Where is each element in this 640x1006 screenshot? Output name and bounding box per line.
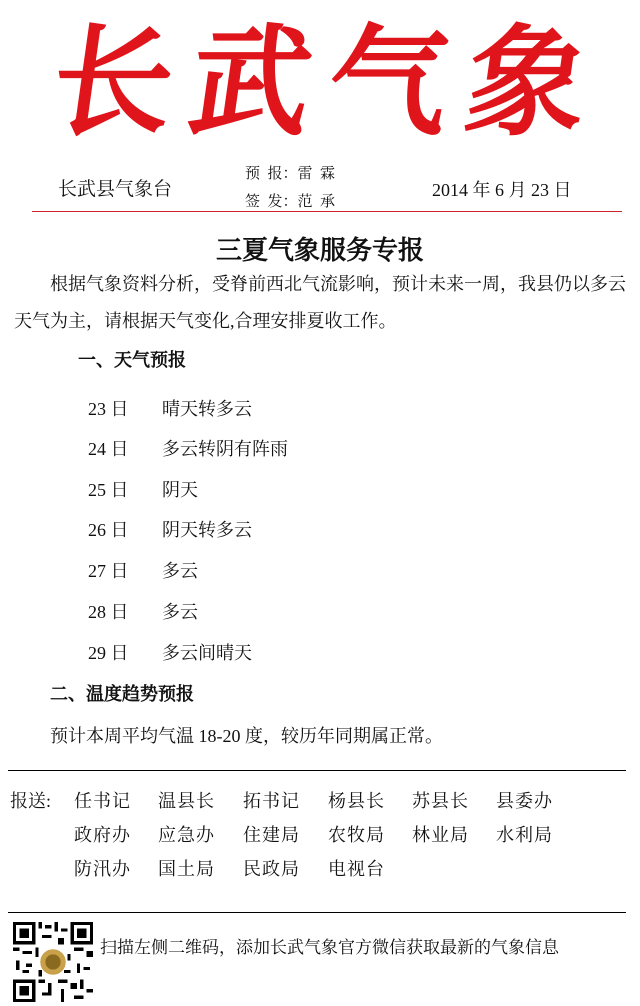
weather-forecast-heading: 一、天气预报 xyxy=(78,350,186,370)
recipient: 防汛办 xyxy=(74,859,131,879)
qr-instruction-text: 扫描左侧二维码，添加长武气象官方微信获取最新的气象信息 xyxy=(100,938,559,957)
distribution-top-rule xyxy=(8,770,626,771)
forecast-weather: 阴天转多云 xyxy=(162,520,252,540)
recipient: 国土局 xyxy=(158,859,215,879)
forecast-weather: 多云 xyxy=(162,561,198,581)
forecaster-line xyxy=(245,162,335,183)
forecast-day: 29 日 xyxy=(88,643,129,663)
footer-rule xyxy=(8,912,626,913)
temperature-trend-heading: 二、温度趋势预报 xyxy=(50,684,194,704)
issuer-label: 签 发： xyxy=(245,194,298,210)
recipient: 杨县长 xyxy=(328,791,385,811)
forecaster-name: 雷 霖 xyxy=(297,166,336,182)
issuer-line xyxy=(245,190,335,211)
recipient: 任书记 xyxy=(74,791,131,811)
forecaster-label: 预 报： xyxy=(245,166,298,182)
forecast-day: 25 日 xyxy=(88,480,129,500)
recipient: 温县长 xyxy=(158,791,215,811)
header-divider xyxy=(32,211,622,212)
forecast-day: 23 日 xyxy=(88,399,129,419)
forecast-day: 28 日 xyxy=(88,602,129,622)
intro-paragraph: 根据气象资料分析，受脊前西北气流影响，预计未来一周，我县仍以多云天气为主，请根据天气变化,合理安排夏收工作。 xyxy=(14,274,626,331)
forecast-weather: 多云间晴天 xyxy=(162,643,252,663)
forecast-weather: 晴天转多云 xyxy=(162,399,252,419)
issue-date: 2014 年 6 月 23 日 xyxy=(432,180,572,200)
forecast-weather: 多云转阴有阵雨 xyxy=(162,439,288,459)
recipient: 拓书记 xyxy=(243,791,300,811)
forecast-weather: 多云 xyxy=(162,602,198,622)
recipient: 民政局 xyxy=(243,859,300,879)
recipient: 苏县长 xyxy=(412,791,469,811)
forecast-day: 24 日 xyxy=(88,439,129,459)
masthead-char: 象 xyxy=(457,12,597,153)
forecast-day: 27 日 xyxy=(88,561,129,581)
forecast-day: 26 日 xyxy=(88,520,129,540)
recipient: 农牧局 xyxy=(328,825,385,845)
issuing-organization: 长武县气象台 xyxy=(58,179,173,200)
recipient: 应急办 xyxy=(158,825,215,845)
recipient: 林业局 xyxy=(412,825,469,845)
masthead xyxy=(0,8,640,158)
recipient: 电视台 xyxy=(328,859,385,879)
document-title: 三夏气象服务专报 xyxy=(215,236,424,265)
recipient: 住建局 xyxy=(243,825,300,845)
recipient: 县委办 xyxy=(496,791,553,811)
masthead-char: 武 xyxy=(181,12,321,153)
forecast-weather: 阴天 xyxy=(162,480,198,500)
temperature-trend-text: 预计本周平均气温 18-20 度，较历年同期属正常。 xyxy=(50,726,443,746)
distribution-label: 报送: xyxy=(10,791,52,811)
qr-code-icon xyxy=(12,922,94,1002)
recipient: 水利局 xyxy=(496,825,553,845)
masthead-char: 长 xyxy=(43,12,183,153)
issuer-name: 范 承 xyxy=(297,194,336,210)
masthead-char: 气 xyxy=(319,12,459,153)
recipient: 政府办 xyxy=(74,825,131,845)
